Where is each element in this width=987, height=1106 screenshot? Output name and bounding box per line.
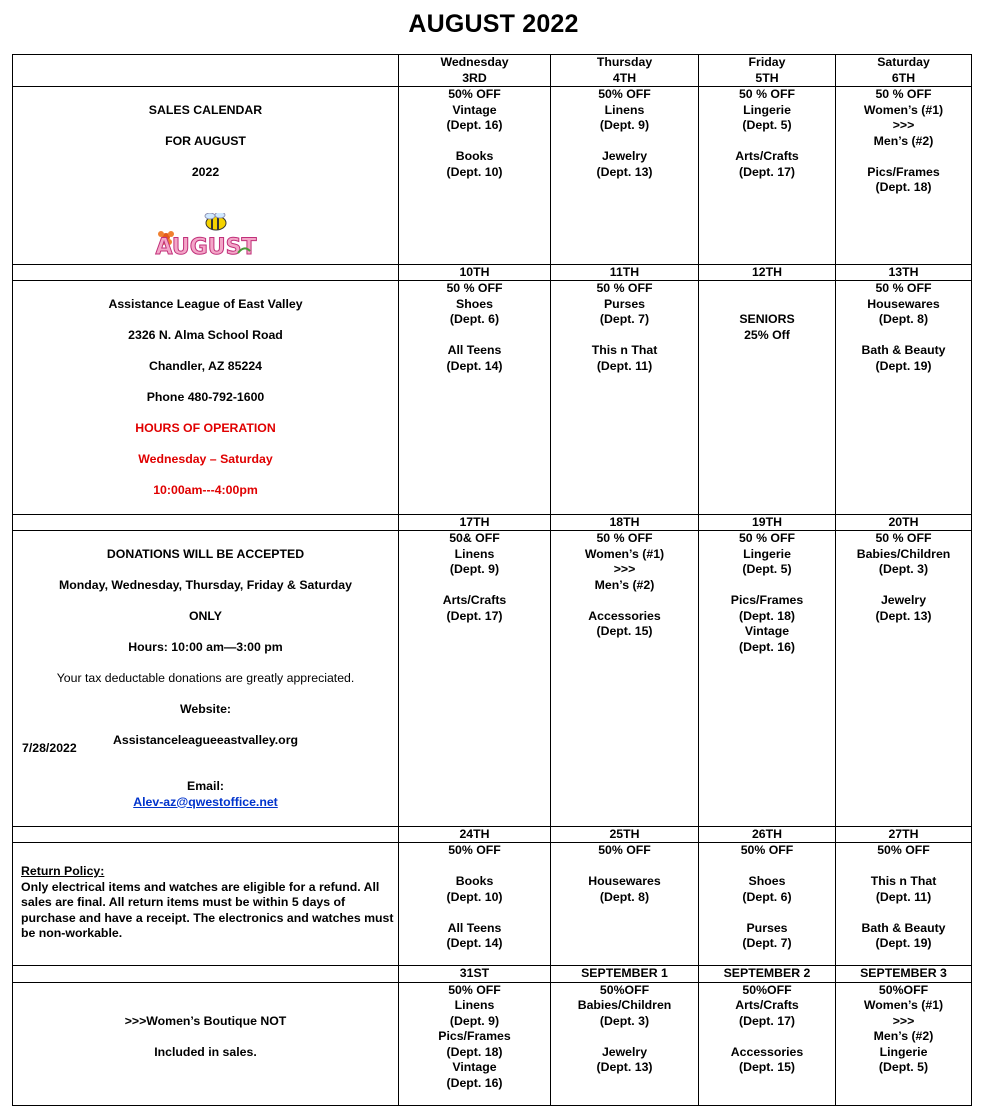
day-cell: 50 % OFF Shoes (Dept. 6) All Teens (Dept. 14): [399, 281, 551, 515]
day-header: 24TH: [399, 826, 551, 843]
return-policy-label: Return Policy:: [21, 864, 105, 878]
boutique-note: [13, 982, 399, 1105]
day-cell: 50%OFF Babies/Children (Dept. 3) Jewelry (Dept. 13): [551, 982, 699, 1105]
day-header: 26TH: [699, 826, 836, 843]
sales-calendar-table: [12, 54, 972, 1106]
day-header: 11TH: [551, 264, 699, 281]
blank-header-cell: [13, 55, 399, 87]
boutique-line-1: >>>Women’s Boutique NOT: [124, 1014, 287, 1028]
hours-time: 10:00am---4:00pm: [153, 482, 258, 497]
blank-header-cell: [13, 826, 399, 843]
week-body-row: [13, 843, 972, 966]
day-cell: 50%OFF Arts/Crafts (Dept. 17) Accessories (Dept. 15): [699, 982, 836, 1105]
week-body-row: [13, 531, 972, 827]
week-header-row: [13, 264, 972, 281]
donations-hours: Hours: 10:00 am—3:00 pm: [128, 639, 283, 654]
org-address: 2326 N. Alma School Road: [128, 327, 283, 342]
page-title: AUGUST 2022: [408, 10, 579, 38]
website-label: Website:: [179, 701, 232, 716]
day-header: SEPTEMBER 2: [699, 966, 836, 983]
email-label: Email:: [187, 779, 224, 793]
day-header: 19TH: [699, 514, 836, 531]
day-cell: 50% OFF This n That (Dept. 11) Bath & Beauty (Dept. 19): [836, 843, 972, 966]
blank-header-cell: [13, 264, 399, 281]
sales-calendar-intro: [13, 87, 399, 265]
week-body-row: [13, 281, 972, 515]
august-logo-art: [154, 213, 258, 259]
day-cell: 50% OFF Linens (Dept. 9) Pics/Frames (Dept. 18) Vintage (Dept. 16): [399, 982, 551, 1105]
day-header: 31ST: [399, 966, 551, 983]
day-header: 17TH: [399, 514, 551, 531]
day-header: SEPTEMBER 1: [551, 966, 699, 983]
org-name: Assistance League of East Valley: [108, 296, 303, 311]
blank-header-cell: [13, 514, 399, 531]
week-header-row: [13, 826, 972, 843]
day-cell: 50%OFF Women’s (#1) >>> Men’s (#2) Lingerie (Dept. 5): [836, 982, 972, 1105]
return-policy-text: Only electrical items and watches are eligible for a refund. All sales are final. All return items must be within 5 days of purchase and have a receipt. The electronics and watches must be non-workable.: [21, 879, 394, 940]
day-cell: 50 % OFF Housewares (Dept. 8) Bath & Beauty (Dept. 19): [836, 281, 972, 515]
donations-heading: DONATIONS WILL BE ACCEPTED: [106, 546, 305, 561]
day-header: 20TH: [836, 514, 972, 531]
store-info: [13, 281, 399, 515]
week-header-row: [13, 55, 972, 87]
website-url: Assistanceleagueeastvalley.org: [112, 732, 298, 747]
day-cell: 50 % OFF Lingerie (Dept. 5) Arts/Crafts (Dept. 17): [699, 87, 836, 265]
day-header: Friday 5TH: [699, 55, 836, 87]
day-header: 13TH: [836, 264, 972, 281]
day-header: 25TH: [551, 826, 699, 843]
day-header: 27TH: [836, 826, 972, 843]
day-cell: 50% OFF Vintage (Dept. 16) Books (Dept. 10): [399, 87, 551, 265]
hours-days: Wednesday – Saturday: [138, 451, 273, 466]
return-policy: [13, 843, 399, 966]
week-header-row: [13, 966, 972, 983]
day-header: 12TH: [699, 264, 836, 281]
week-header-row: [13, 514, 972, 531]
day-header: Wednesday 3RD: [399, 55, 551, 87]
day-cell: 50 % OFF Babies/Children (Dept. 3) Jewelry (Dept. 13): [836, 531, 972, 827]
week-body-row: [13, 982, 972, 1105]
blank-header-cell: [13, 966, 399, 983]
day-cell: 50 % OFF Lingerie (Dept. 5) Pics/Frames (Dept. 18) Vintage (Dept. 16): [699, 531, 836, 827]
hours-title: HOURS OF OPERATION: [135, 420, 276, 435]
donations-info: [13, 531, 399, 827]
day-header: 10TH: [399, 264, 551, 281]
logo-text: AUGUST: [155, 235, 256, 259]
august-logo: [154, 198, 258, 264]
day-header: Saturday 6TH: [836, 55, 972, 87]
day-header: Thursday 4TH: [551, 55, 699, 87]
donations-days: Monday, Wednesday, Thursday, Friday & Saturday: [59, 577, 352, 592]
day-cell: 50% OFF Housewares (Dept. 8): [551, 843, 699, 966]
day-cell: 50 % OFF Purses (Dept. 7) This n That (Dept. 11): [551, 281, 699, 515]
day-cell: 50% OFF Books (Dept. 10) All Teens (Dept. 14): [399, 843, 551, 966]
intro-line-3: 2022: [191, 164, 220, 179]
day-cell: 50 % OFF Women’s (#1) >>> Men’s (#2) Pics/Frames (Dept. 18): [836, 87, 972, 265]
org-city: Chandler, AZ 85224: [149, 358, 262, 373]
donations-thanks: Your tax deductable donations are greatly appreciated.: [56, 670, 355, 685]
day-header: 18TH: [551, 514, 699, 531]
day-cell: 50% OFF Shoes (Dept. 6) Purses (Dept. 7): [699, 843, 836, 966]
email-link[interactable]: Alev-az@qwestoffice.net: [133, 794, 278, 809]
email-line: [15, 764, 396, 811]
org-phone: Phone 480-792-1600: [146, 389, 265, 404]
intro-line-1: SALES CALENDAR: [148, 102, 263, 117]
day-cell: 50& OFF Linens (Dept. 9) Arts/Crafts (Dept. 17): [399, 531, 551, 827]
donations-only: ONLY: [188, 608, 223, 623]
day-cell: 50 % OFF Women’s (#1) >>> Men’s (#2) Accessories (Dept. 15): [551, 531, 699, 827]
week-body-row: [13, 87, 972, 265]
intro-line-2: FOR AUGUST: [165, 133, 246, 148]
day-cell: SENIORS 25% Off: [699, 281, 836, 515]
day-cell: 50% OFF Linens (Dept. 9) Jewelry (Dept. 13): [551, 87, 699, 265]
boutique-line-2: Included in sales.: [154, 1045, 257, 1059]
footer-date: 7/28/2022: [22, 741, 77, 755]
day-header: SEPTEMBER 3: [836, 966, 972, 983]
